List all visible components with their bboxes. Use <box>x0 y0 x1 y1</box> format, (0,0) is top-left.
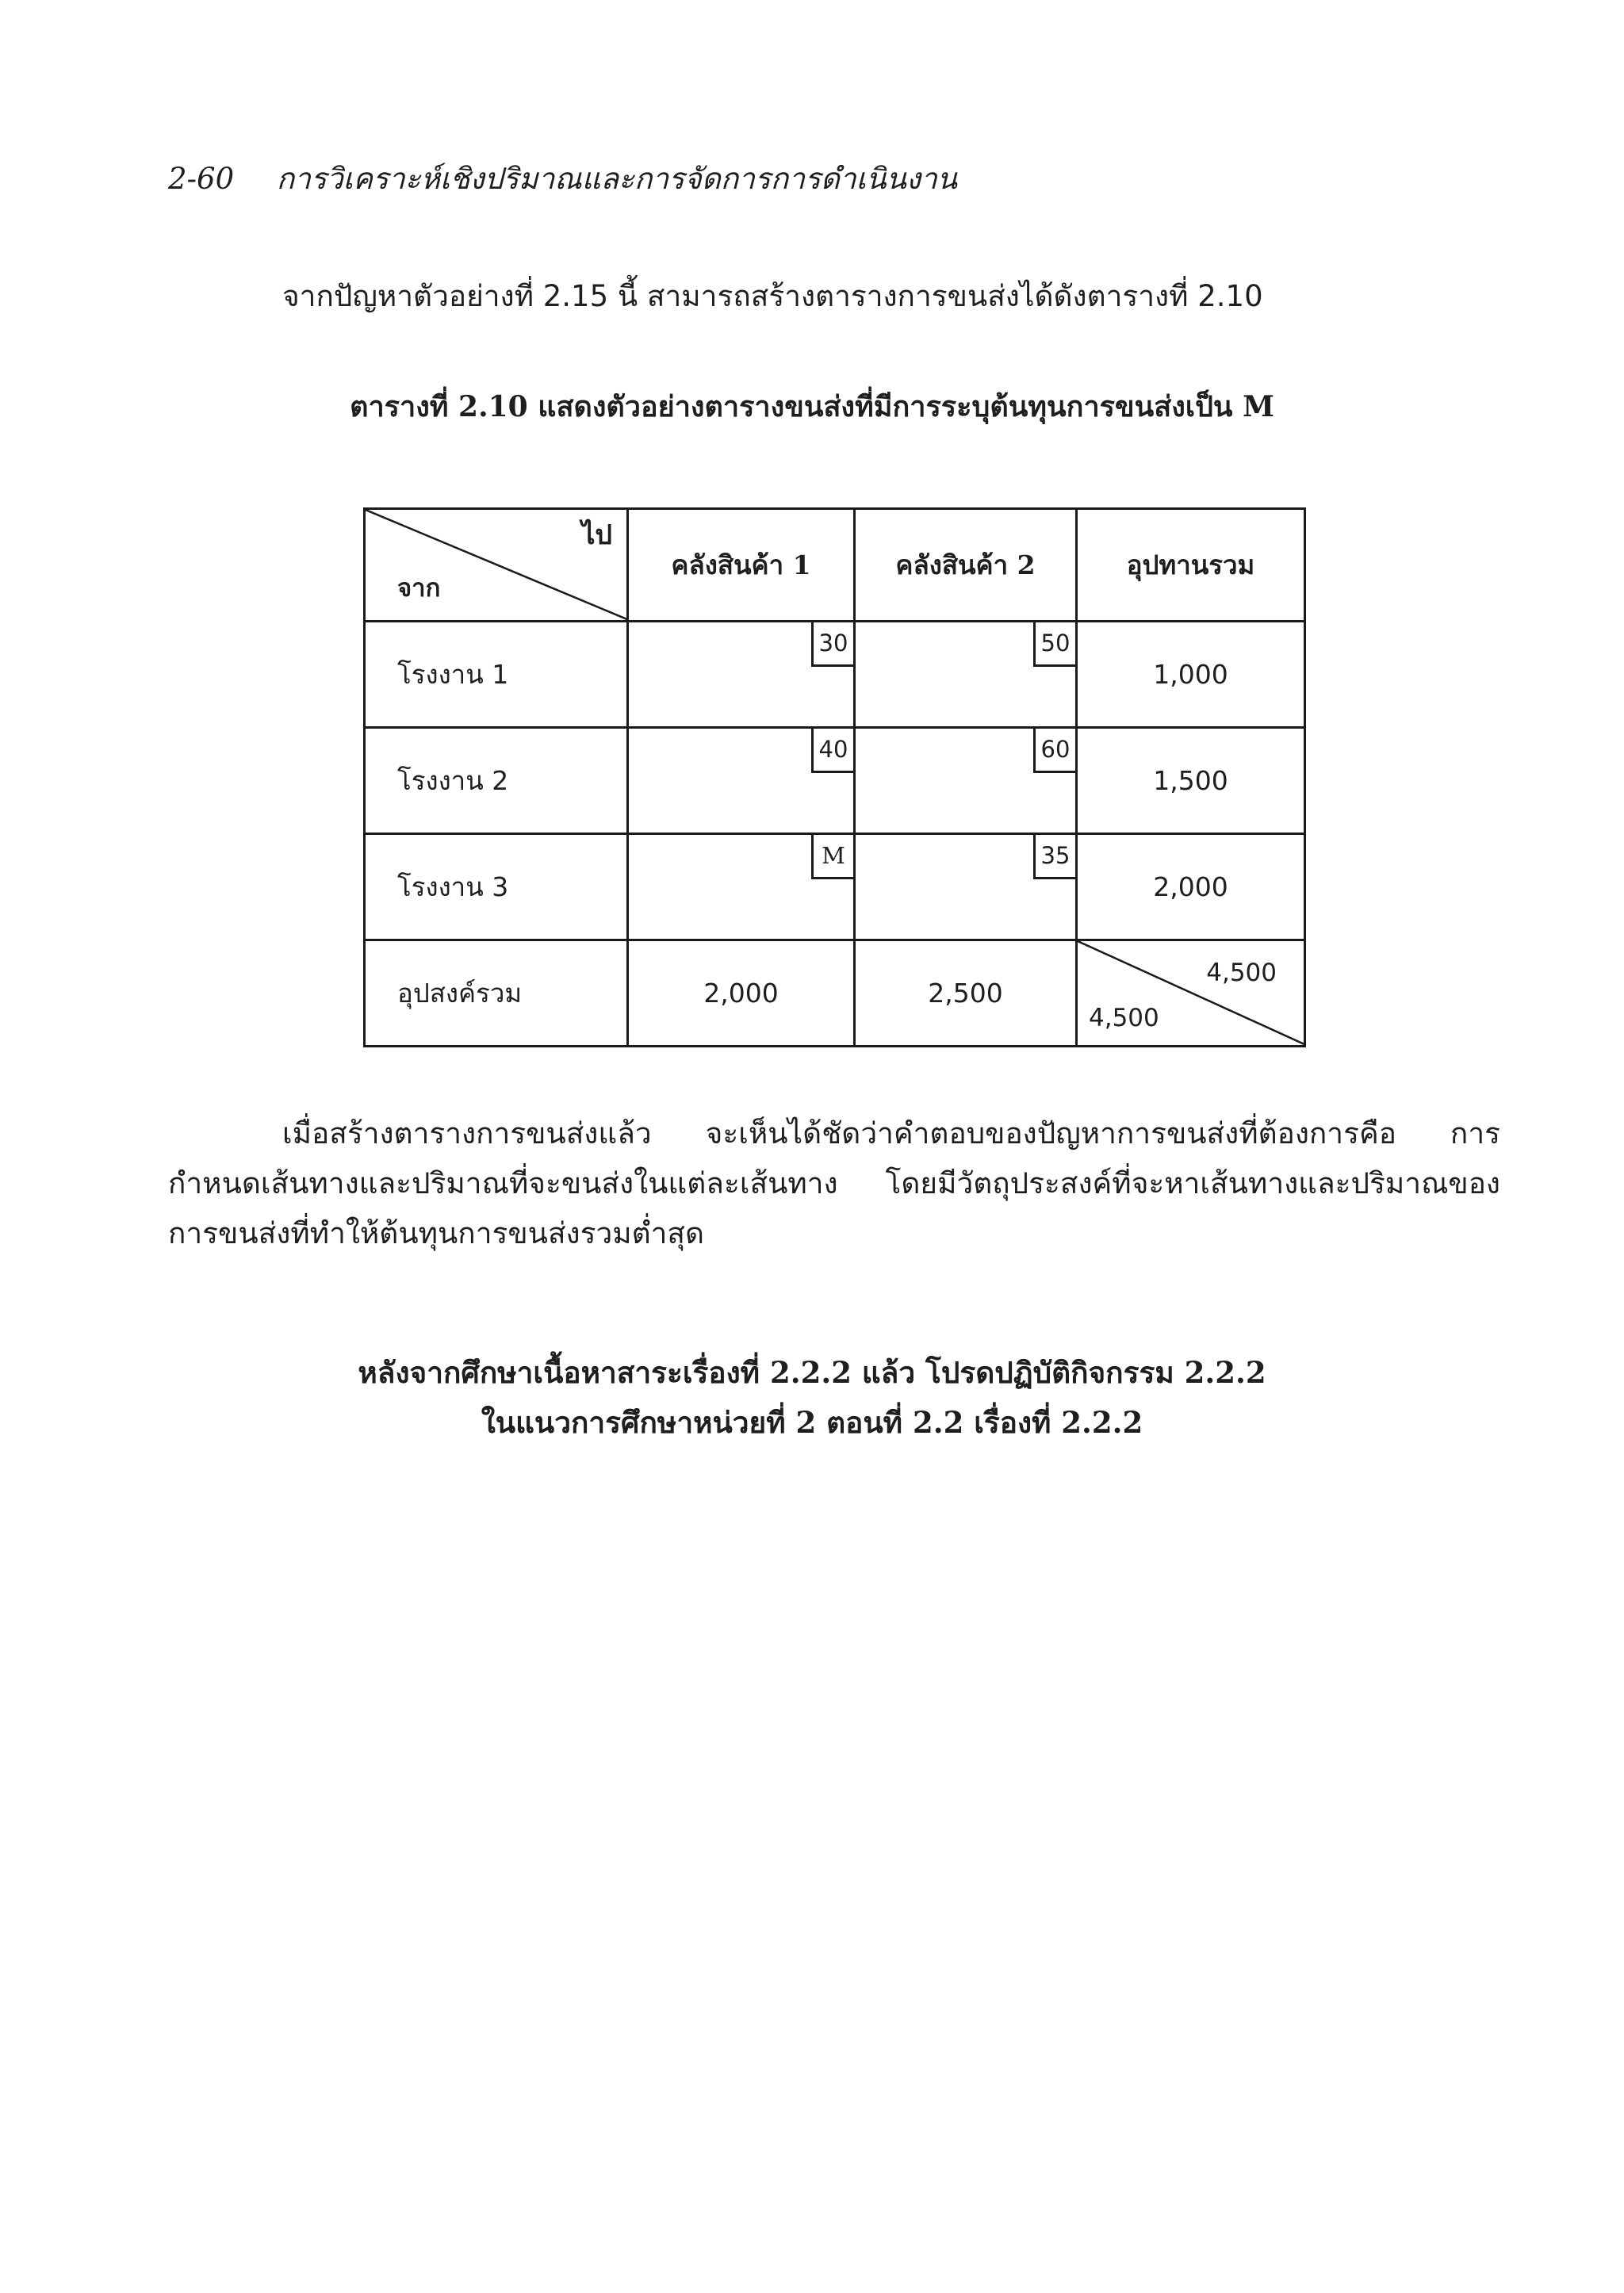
paragraph-line: การขนส่งที่ทำให้ต้นทุนการขนส่งรวมต่ำสุด <box>168 1216 705 1250</box>
demand-value-warehouse-1: 2,000 <box>628 940 855 1047</box>
total-supply-value: 4,500 <box>1206 959 1277 987</box>
header-warehouse-2: คลังสินค้า 2 <box>855 509 1077 622</box>
row-label: อุปสงค์รวม <box>365 940 628 1047</box>
corner-from-label: จาก <box>397 574 441 603</box>
supply-value: 1,000 <box>1077 622 1305 728</box>
paragraph-line: กำหนดเส้นทางและปริมาณที่จะขนส่งในแต่ละเส้นทาง โดยมีวัตถุประสงค์ที่จะหาเส้นทางและปริมาณของ <box>168 1166 1500 1200</box>
row-label: โรงงาน 1 <box>365 622 628 728</box>
corner-to-label: ไป <box>581 519 612 551</box>
note-line: หลังจากศึกษาเนื้อหาสาระเรื่องที่ 2.2.2 แล้ว โปรดปฏิบัติกิจกรรม 2.2.2 <box>358 1355 1266 1390</box>
totals-cell <box>1077 940 1305 1047</box>
table-row-factory-1 <box>365 622 1305 728</box>
cell-factory3-warehouse2 <box>855 834 1077 940</box>
row-label: โรงงาน 2 <box>365 728 628 834</box>
total-demand-value: 4,500 <box>1089 1004 1159 1032</box>
cost-box: 40 <box>811 729 853 773</box>
cell-factory3-warehouse1 <box>628 834 855 940</box>
running-header <box>168 155 957 202</box>
header-total-supply: อุปทานรวม <box>1077 509 1305 622</box>
corner-cell <box>365 509 628 622</box>
cost-box: 50 <box>1033 622 1075 667</box>
cell-factory2-warehouse2 <box>855 728 1077 834</box>
paragraph-line: เมื่อสร้างตารางการขนส่งแล้ว จะเห็นได้ชัดว่าคำตอบของปัญหาการขนส่งที่ต้องการคือ การ <box>282 1116 1500 1150</box>
cost-box: 60 <box>1033 729 1075 773</box>
header-warehouse-1: คลังสินค้า 1 <box>628 509 855 622</box>
table-row-total-demand <box>365 940 1305 1047</box>
intro-sentence: จากปัญหาตัวอย่างที่ 2.15 นี้ สามารถสร้างตารางการขนส่งได้ดังตารางที่ 2.10 <box>282 279 1263 313</box>
cell-factory1-warehouse1 <box>628 622 855 728</box>
activity-note <box>0 1348 1624 1448</box>
cell-factory2-warehouse1 <box>628 728 855 834</box>
row-label: โรงงาน 3 <box>365 834 628 940</box>
note-line: ในแนวการศึกษาหน่วยที่ 2 ตอนที่ 2.2 เรื่องที่ 2.2.2 <box>481 1405 1143 1440</box>
page-number: 2-60 <box>168 162 235 196</box>
header-title: การวิเคราะห์เชิงปริมาณและการจัดการการดำเนินงาน <box>276 162 958 196</box>
table-row-factory-2 <box>365 728 1305 834</box>
supply-value: 1,500 <box>1077 728 1305 834</box>
table-header-row <box>365 509 1305 622</box>
supply-value: 2,000 <box>1077 834 1305 940</box>
transportation-table <box>363 507 1306 1047</box>
table-caption: ตารางที่ 2.10 แสดงตัวอย่างตารางขนส่งที่มีการระบุต้นทุนการขนส่งเป็น M <box>350 390 1274 423</box>
cost-box: 35 <box>1033 835 1075 879</box>
body-paragraph <box>168 1108 1500 1258</box>
table-row-factory-3 <box>365 834 1305 940</box>
demand-value-warehouse-2: 2,500 <box>855 940 1077 1047</box>
cell-factory1-warehouse2 <box>855 622 1077 728</box>
cost-box: 30 <box>811 622 853 667</box>
cost-box: M <box>811 835 853 879</box>
